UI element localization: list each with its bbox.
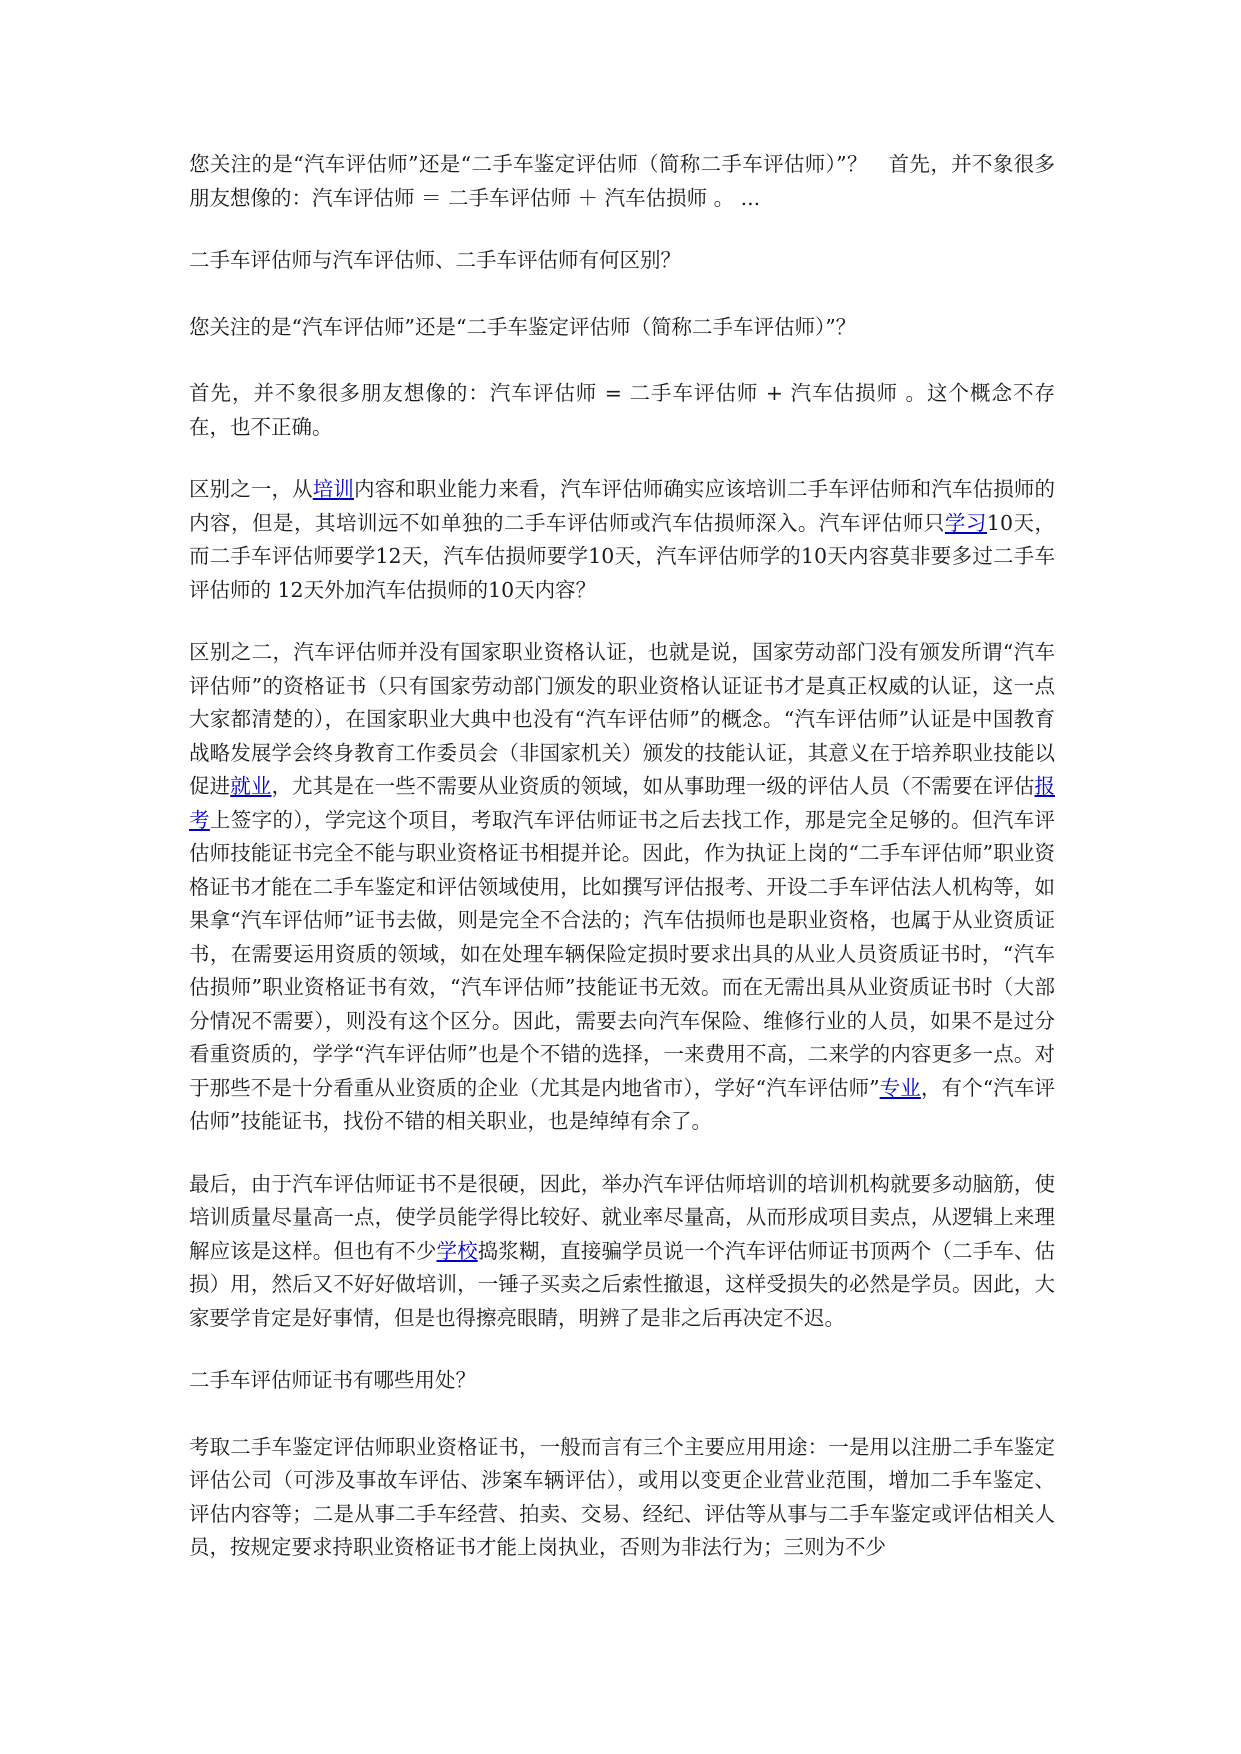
- link-school[interactable]: 学校: [436, 1238, 478, 1263]
- link-study[interactable]: 学习: [944, 510, 987, 535]
- intro-paragraph: 您关注的是“汽车评估师”还是“二手车鉴定评估师（简称二手车评估师）”？ 首先，并不象很多朋友想像的：汽车评估师 ＝ 二手车评估师 ＋ 汽车估损师 。 ...: [189, 152, 1055, 210]
- conclusion-paragraph: 最后，由于汽车评估师证书不是很硬，因此，举办汽车评估师培训的培训机构就要多动脑筋，使培训质量尽量高一点，使学员能学得比较好、就业率尽量高，从而形成项目卖点，从逻辑上来理解应该是这样。但也有不少学校捣浆糊，直接骗学员说一个汽车评估师证书顶两个（二手车、估损）用，然后又不好好做培训，一锤子买卖之后索性撤退，这样受损失的必然是学员。因此，大家要学肯定是好事情，但是也得擦亮眼睛，明辨了是非之后再决定不迟。: [189, 1171, 1056, 1330]
- uses-paragraph: 考取二手车鉴定评估师职业资格证书，一般而言有三个主要应用用途：一是用以注册二手车鉴定评估公司（可涉及事故车评估、涉案车辆评估），或用以变更企业营业范围，增加二手车鉴定、评估内容等；二是从事二手车经营、拍卖、交易、经纪、评估等从事与二手车鉴定或评估相关人员，按规定要求持职业资格证书才能上岗执业，否则为非法行为；三则为不少: [189, 1434, 1055, 1559]
- question-paragraph: 您关注的是“汽车评估师”还是“二手车鉴定评估师（简称二手车评估师）”？: [189, 314, 857, 339]
- concept-paragraph: 首先，并不象很多朋友想像的：汽车评估师 = 二手车评估师 + 汽车估损师 。这个概念不存在，也不正确。: [189, 381, 1055, 439]
- link-major[interactable]: 专业: [879, 1075, 921, 1100]
- link-employment[interactable]: 就业: [230, 774, 272, 798]
- document-body: [189, 148, 1055, 1594]
- difference-one-paragraph: 区别之一，从培训内容和职业能力来看，汽车评估师确实应该培训二手车评估师和汽车估损师的内容，但是，其培训远不如单独的二手车评估师或汽车估损师深入。汽车评估师只学习10天，而二手车评估师要学12天，汽车估损师要学10天，汽车评估师学的10天内容莫非要多过二手车评估师的 12天外加汽车估损师的10天内容？: [189, 477, 1056, 602]
- link-training[interactable]: 培训: [312, 477, 354, 501]
- difference-two-paragraph: 区别之二，汽车评估师并没有国家职业资格认证，也就是说，国家劳动部门没有颁发所谓“汽车评估师”的资格证书（只有国家劳动部门颁发的职业资格认证证书才是真正权威的认证，这一点大家都清楚的），在国家职业大典中也没有“汽车评估师”的概念。“汽车评估师”认证是中国教育战略发展学会终身教育工作委员会（非国家机关）颁发的技能认证，其意义在于培养职业技能以促进就业，尤其是在一些不需要从业资质的领域，如从事助理一级的评估人员（不需要在评估报考上签字的），学完这个项目，考取汽车评估师证书之后去找工作，那是完全足够的。但汽车评估师技能证书完全不能与职业资格证书相提并论。因此，作为执证上岗的“二手车评估师”职业资格证书才能在二手车鉴定和评估领域使用，比如撰写评估报考、开设二手车评估法人机构等，如果拿“汽车评估师”证书去做，则是完全不合法的；汽车估损师也是职业资格，也属于从业资质证书，在需要运用资质的领域，如在处理车辆保险定损时要求出具的从业人员资质证书时，“汽车估损师”职业资格证书有效，“汽车评估师”技能证书无效。而在无需出具从业资质证书时（大部分情况不需要），则没有这个区分。因此，需要去向汽车保险、维修行业的人员，如果不是过分看重资质的，学学“汽车评估师”也是个不错的选择，一来费用不高，二来学的内容更多一点。对于那些不是十分看重从业资质的企业（尤其是内地省市），学好“汽车评估师”专业，有个“汽车评估师”技能证书，找份不错的相关职业，也是绰绰有余了。: [189, 640, 1056, 1133]
- section-heading-difference: 二手车评估师与汽车评估师、二手车评估师有何区别？: [189, 248, 681, 272]
- section-heading-uses: 二手车评估师证书有哪些用处？: [189, 1368, 476, 1392]
- link-exam[interactable]: 报考: [189, 774, 1056, 832]
